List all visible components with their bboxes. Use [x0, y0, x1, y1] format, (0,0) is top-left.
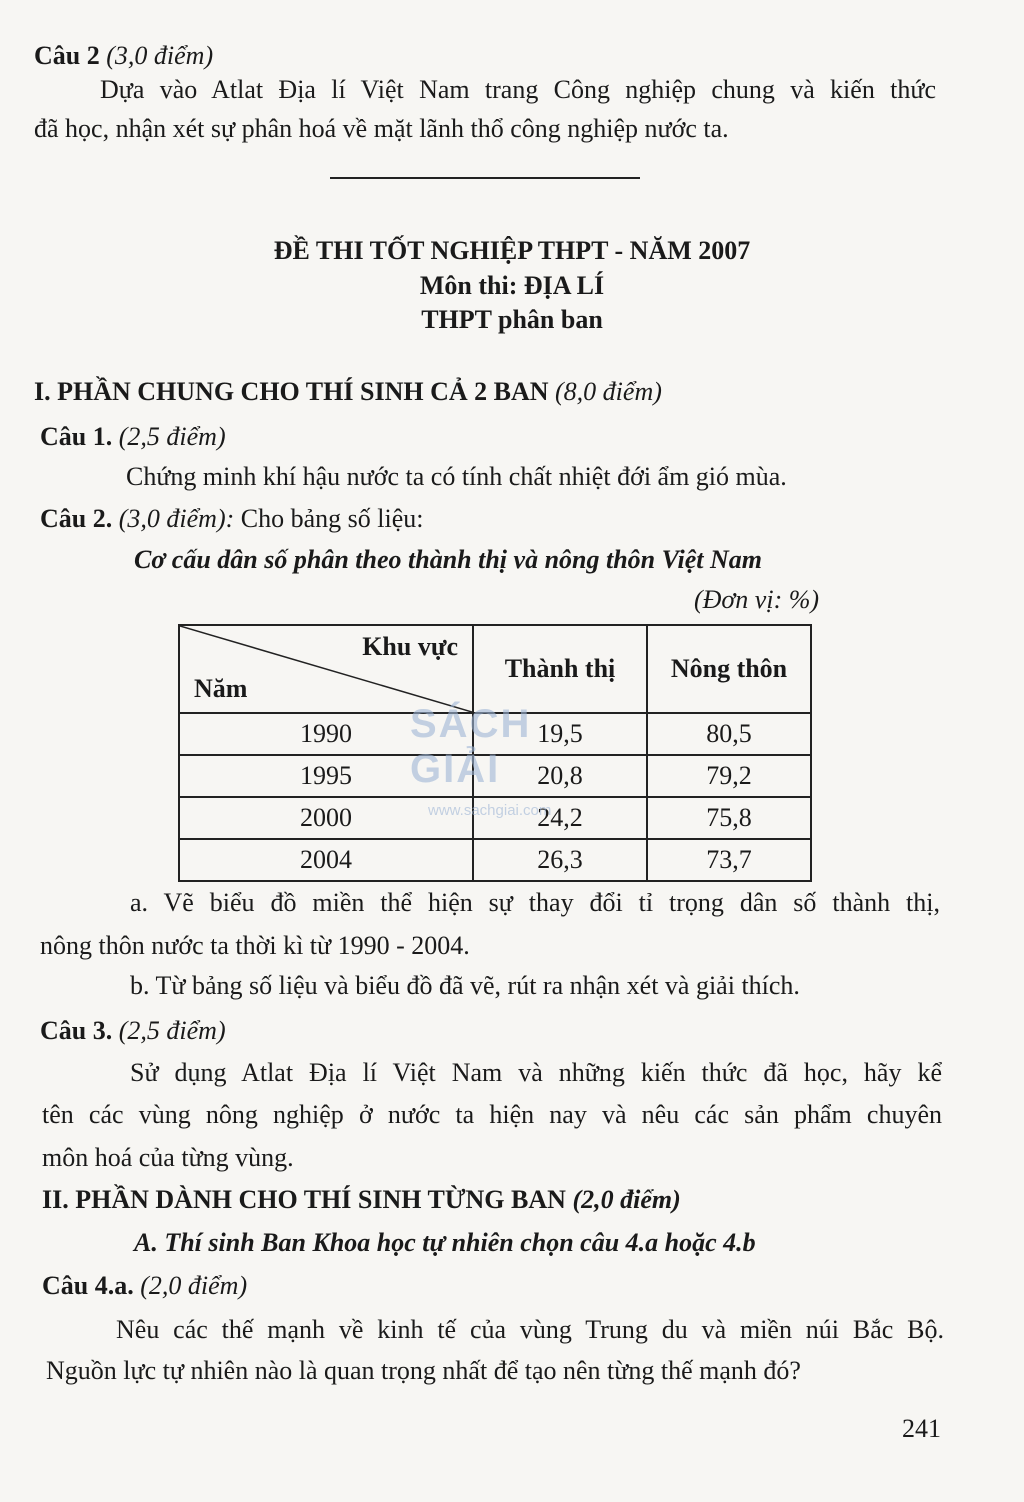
exam-program: THPT phân ban [421, 305, 603, 334]
rural-cell: 79,2 [647, 755, 811, 797]
q2b-text: b. Từ bảng số liệu và biểu đồ đã vẽ, rút ra nhận xét và giải thích. [130, 971, 800, 1000]
q3-line2: tên các vùng nông nghiệp ở nước ta hiện nay và nêu các sản phẩm chuyên [42, 1100, 942, 1129]
q1-label: Câu 1. [40, 422, 113, 451]
table-header-row [179, 625, 811, 713]
top-q2-heading [34, 40, 213, 72]
table-title: Cơ cấu dân số phân theo thành thị và nông thôn Việt Nam [134, 545, 763, 574]
urban-cell: 20,8 [473, 755, 647, 797]
q3-points: (2,5 điểm) [118, 1016, 226, 1045]
q1-text: Chứng minh khí hậu nước ta có tính chất nhiệt đới ẩm gió mùa. [126, 462, 787, 491]
urban-cell: 19,5 [473, 713, 647, 755]
q3-heading [40, 1015, 226, 1047]
corner-area-label: Khu vực [362, 632, 458, 661]
table-row [179, 755, 811, 797]
part2-heading-points: (2,0 điểm) [572, 1185, 681, 1214]
part1-heading-text: I. PHẦN CHUNG CHO THÍ SINH CẢ 2 BAN [34, 377, 549, 406]
year-cell: 2004 [179, 839, 473, 881]
corner-year-label: Năm [194, 674, 248, 703]
watermark-url: www.sachgiai.com [428, 802, 552, 819]
part2-heading-text: II. PHẦN DÀNH CHO THÍ SINH TỪNG BAN [42, 1185, 566, 1214]
table-unit: (Đơn vị: %) [694, 585, 820, 614]
exam-subject: Môn thi: ĐỊA LÍ [419, 271, 605, 300]
table-corner-cell [179, 625, 473, 713]
q4a-heading [42, 1270, 247, 1302]
year-cell: 1990 [179, 713, 473, 755]
top-q2-line1: Dựa vào Atlat Địa lí Việt Nam trang Công nghiệp chung và kiến thức [100, 75, 936, 104]
q2-intro: Cho bảng số liệu: [240, 504, 424, 533]
table-row [179, 797, 811, 839]
q4a-label: Câu 4.a. [42, 1271, 134, 1300]
rural-cell: 73,7 [647, 839, 811, 881]
year-cell: 2000 [179, 797, 473, 839]
q4a-line1: Nêu các thế mạnh về kinh tế của vùng Trung du và miền núi Bắc Bộ. [116, 1315, 944, 1344]
rural-cell: 75,8 [647, 797, 811, 839]
q3-line3: môn hoá của từng vùng. [42, 1143, 294, 1172]
urban-cell: 26,3 [473, 839, 647, 881]
part1-heading-points: (8,0 điểm) [555, 377, 662, 406]
col-header-rural: Nông thôn [647, 625, 811, 713]
urban-cell: 24,2 [473, 797, 647, 839]
top-q2-label: Câu 2 [34, 41, 100, 70]
q2-points: (3,0 điểm): [118, 504, 235, 533]
part1-heading [34, 376, 662, 408]
table-row [179, 839, 811, 881]
top-q2-line2: đã học, nhận xét sự phân hoá về mặt lãnh thổ công nghiệp nước ta. [34, 114, 729, 143]
q1-heading [40, 421, 226, 453]
section-divider [330, 177, 640, 179]
q3-label: Câu 3. [40, 1016, 113, 1045]
col-header-urban: Thành thị [473, 625, 647, 713]
q3-line1: Sử dụng Atlat Địa lí Việt Nam và những kiến thức đã học, hãy kể [130, 1058, 942, 1087]
q2a-line2: nông thôn nước ta thời kì từ 1990 - 2004. [40, 931, 470, 960]
q4a-points: (2,0 điểm) [140, 1271, 248, 1300]
q1-points: (2,5 điểm) [118, 422, 226, 451]
table-row [179, 713, 811, 755]
exam-title: ĐỀ THI TỐT NGHIỆP THPT - NĂM 2007 [273, 236, 751, 265]
population-table [178, 624, 812, 882]
rural-cell: 80,5 [647, 713, 811, 755]
year-cell: 1995 [179, 755, 473, 797]
part2-subheading: A. Thí sinh Ban Khoa học tự nhiên chọn câu 4.a hoặc 4.b [134, 1228, 756, 1257]
watermark-logo-text: SÁCH GIẢI [410, 702, 532, 791]
q2-label: Câu 2. [40, 504, 113, 533]
q2-heading [40, 503, 423, 535]
top-q2-points: (3,0 điểm) [106, 41, 214, 70]
part2-heading [42, 1184, 681, 1216]
page-number: 241 [902, 1414, 941, 1443]
q2a-line1: a. Vẽ biểu đồ miền thể hiện sự thay đổi tỉ trọng dân số thành thị, [130, 888, 940, 917]
q4a-line2: Nguồn lực tự nhiên nào là quan trọng nhất để tạo nên từng thế mạnh đó? [46, 1356, 801, 1385]
